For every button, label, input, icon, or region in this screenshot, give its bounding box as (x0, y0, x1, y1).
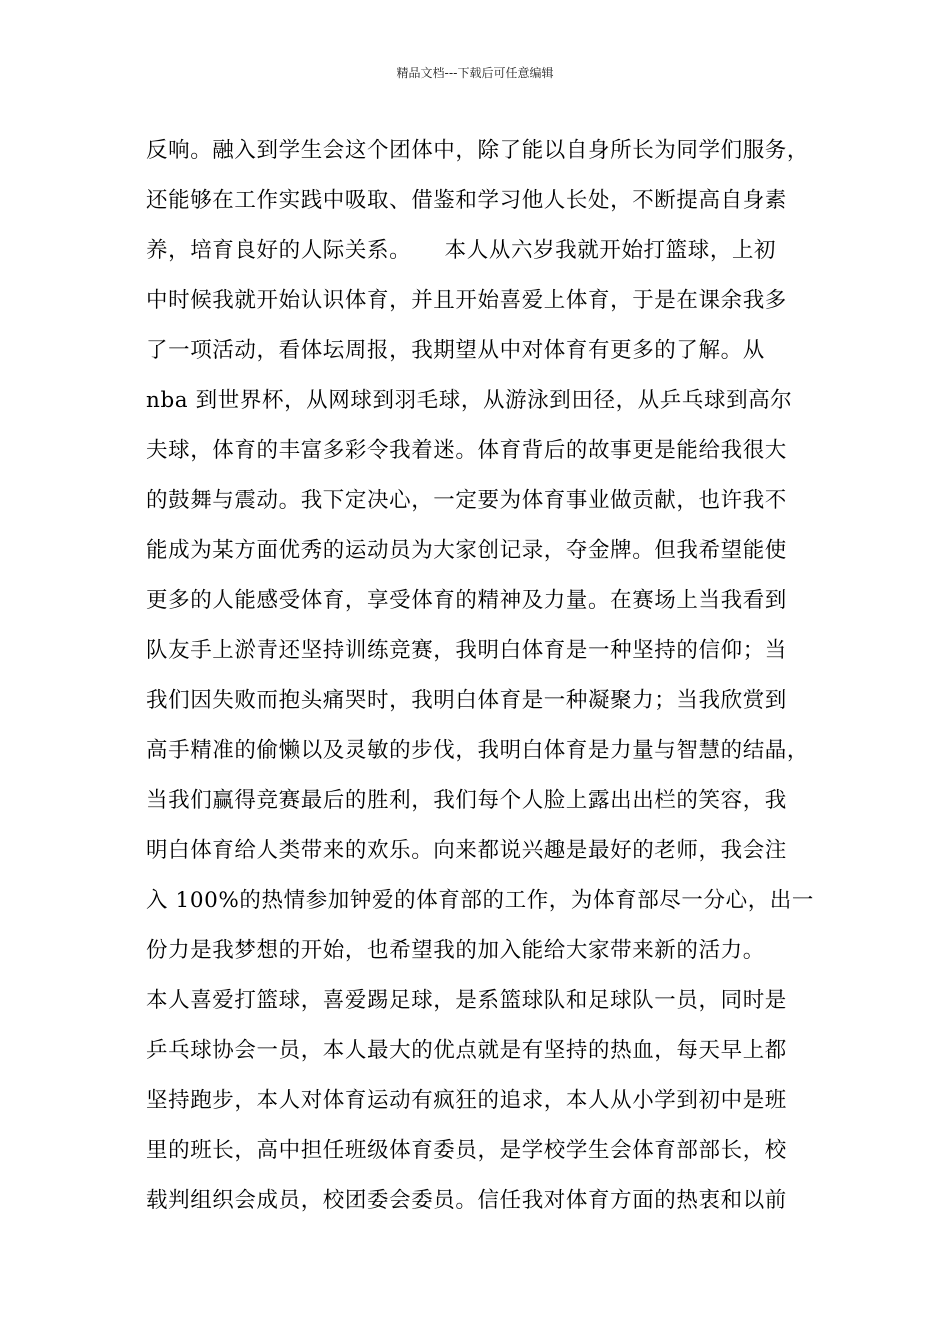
text-line: nba 到世界杯，从网球到羽毛球，从游泳到田径，从乒乓球到高尔 (146, 388, 793, 413)
text-line: 养，培育良好的人际关系。 本人从六岁我就开始打篮球，上初 (146, 238, 777, 263)
text-line: 高手精准的偷懒以及灵敏的步伐，我明白体育是力量与智慧的结晶， (146, 738, 810, 763)
body-text (146, 126, 818, 1226)
text-line: 我们因失败而抱头痛哭时，我明白体育是一种凝聚力；当我欣赏到 (146, 688, 787, 713)
text-line: 夫球，体育的丰富多彩令我着迷。体育背后的故事更是能给我很大 (146, 438, 787, 463)
text-line: 的鼓舞与震动。我下定决心，一定要为体育事业做贡献，也许我不 (146, 488, 787, 513)
page-header: 精品文档---下载后可任意编辑 (396, 66, 554, 80)
text-line: 载判组织会成员，校团委会委员。信任我对体育方面的热衷和以前 (146, 1188, 787, 1213)
text-line: 乒乓球协会一员，本人最大的优点就是有坚持的热血，每天早上都 (146, 1038, 787, 1063)
text-line: 队友手上淤青还坚持训练竞赛，我明白体育是一种坚持的信仰；当 (146, 638, 787, 663)
text-line: 更多的人能感受体育，享受体育的精神及力量。在赛场上当我看到 (146, 588, 787, 613)
text-line: 能成为某方面优秀的运动员为大家创记录，夺金牌。但我希望能使 (146, 538, 787, 563)
text-line: 当我们赢得竞赛最后的胜利，我们每个人脸上露出出栏的笑容，我 (146, 788, 787, 813)
text-line: 份力是我梦想的开始，也希望我的加入能给大家带来新的活力。 (146, 938, 765, 963)
text-line: 入 100%的热情参加钟爱的体育部的工作，为体育部尽一分心，出一 (146, 888, 815, 913)
text-line: 了一项活动，看体坛周报，我期望从中对体育有更多的了解。从 (146, 338, 765, 363)
text-line: 还能够在工作实践中吸取、借鉴和学习他人长处，不断提高自身素 (146, 188, 787, 213)
text-line: 坚持跑步，本人对体育运动有疯狂的追求，本人从小学到初中是班 (146, 1088, 787, 1113)
text-line: 里的班长，高中担任班级体育委员，是学校学生会体育部部长，校 (146, 1138, 787, 1163)
text-line: 本人喜爱打篮球，喜爱踢足球，是系篮球队和足球队一员，同时是 (146, 988, 787, 1013)
text-line: 反响。融入到学生会这个团体中，除了能以自身所长为同学们服务， (146, 138, 810, 163)
text-line: 明白体育给人类带来的欢乐。向来都说兴趣是最好的老师，我会注 (146, 838, 787, 863)
text-line: 中时候我就开始认识体育，并且开始喜爱上体育，于是在课余我多 (146, 288, 787, 313)
